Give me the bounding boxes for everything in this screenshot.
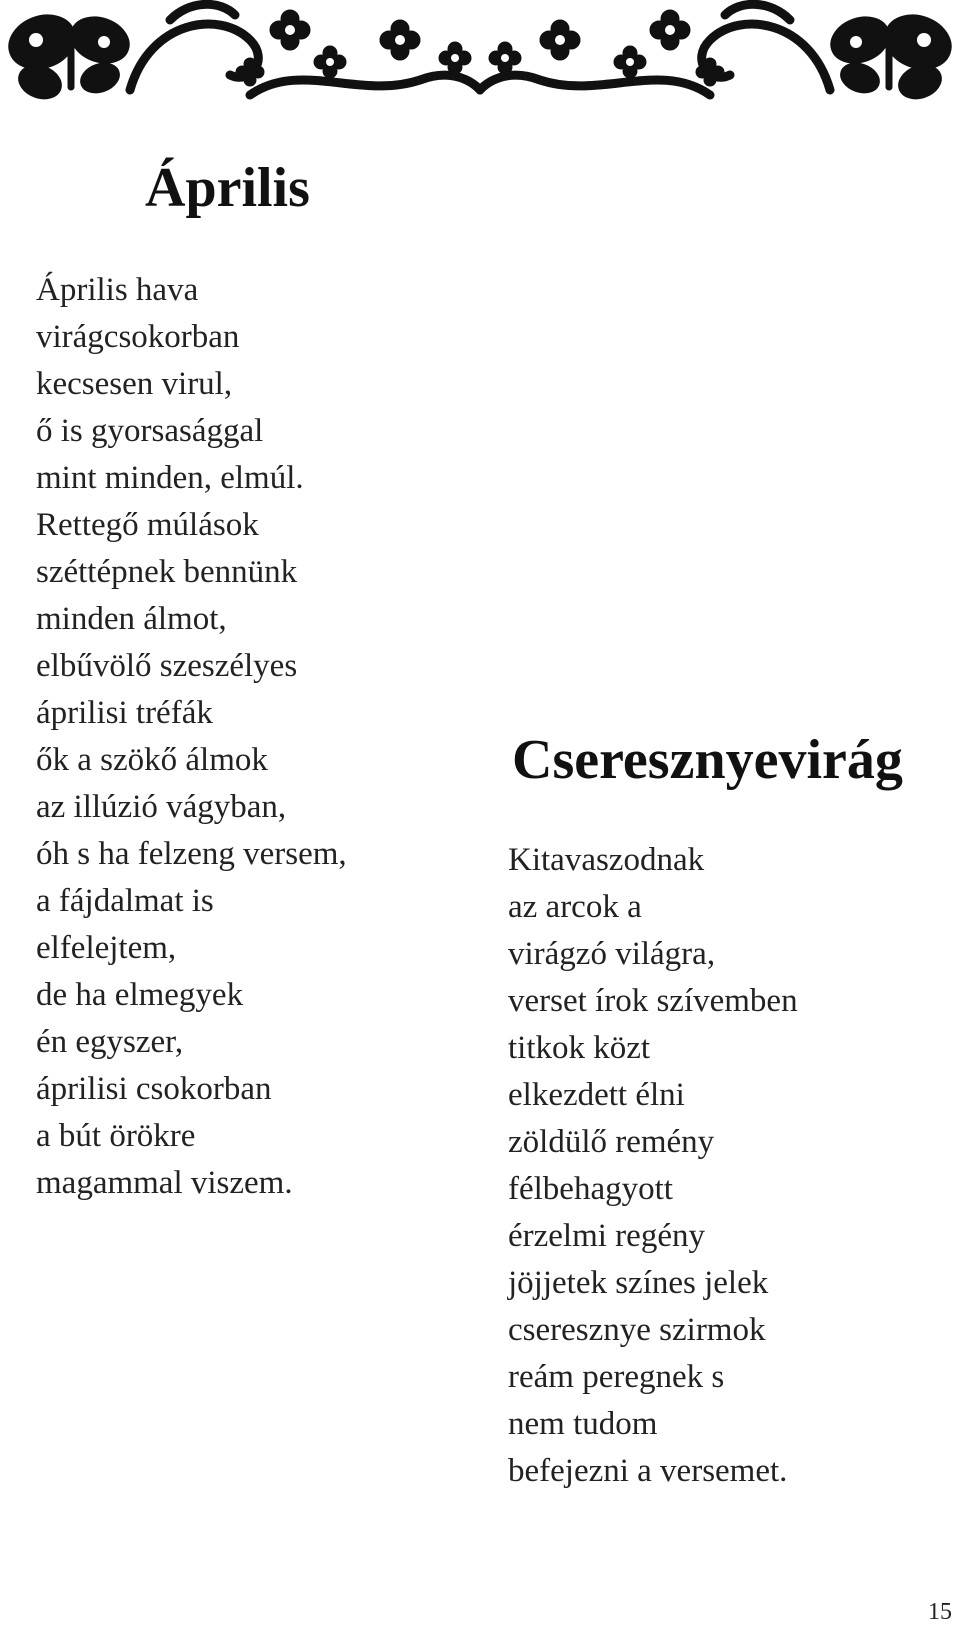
poem-line: nem tudom	[508, 1406, 658, 1442]
flower-icons	[236, 10, 724, 86]
poem-title-aprilis: Április	[145, 157, 310, 219]
poem-line: Kitavaszodnak	[508, 842, 705, 878]
swirl-vines	[130, 4, 830, 95]
poem-line: ők a szökő álmok	[36, 742, 268, 778]
poem-line: virágzó világra,	[508, 936, 716, 972]
poem-line: az illúzió vágyban,	[36, 789, 287, 825]
poem-line: kecsesen virul,	[36, 366, 233, 402]
poem-line: befejezni a versemet.	[508, 1453, 788, 1489]
poem-line: félbehagyott	[508, 1171, 673, 1207]
poem-line: Április hava	[36, 272, 199, 308]
poem-line: zöldülő remény	[508, 1124, 715, 1160]
poem-line: széttépnek bennünk	[36, 554, 298, 590]
poem-line: Rettegő múlások	[36, 507, 259, 543]
poem-line: verset írok szívemben	[508, 983, 798, 1019]
poem-line: mint minden, elmúl.	[36, 460, 304, 496]
poem-line: én egyszer,	[36, 1024, 184, 1060]
poem-line: magammal viszem.	[36, 1165, 293, 1201]
poem-line: a fájdalmat is	[36, 883, 214, 919]
poem-line: minden álmot,	[36, 601, 227, 637]
poem-title-cseresznyevirag: Cseresznyevirág	[512, 729, 903, 791]
poem-line: elbűvölő szeszélyes	[36, 648, 298, 684]
poem-line: cseresznye szirmok	[508, 1312, 766, 1348]
poem-line: érzelmi regény	[508, 1218, 705, 1254]
poem-line: elkezdett élni	[508, 1077, 685, 1113]
poem-line: de ha elmegyek	[36, 977, 244, 1013]
butterfly-right-icon	[824, 6, 959, 105]
poem-cseresznyevirag-stanza	[508, 837, 948, 1495]
poem-line: virágcsokorban	[36, 319, 240, 355]
butterfly-left-icon	[1, 6, 136, 105]
poem-line: az arcok a	[508, 889, 642, 925]
poem-line: reám peregnek s	[508, 1359, 725, 1395]
poem-line: áprilisi csokorban	[36, 1071, 272, 1107]
poem-line: elfelejtem,	[36, 930, 177, 966]
poem-line: titkok közt	[508, 1030, 651, 1066]
page-number: 15	[928, 1599, 952, 1625]
poem-aprilis-stanza	[36, 267, 456, 1207]
poem-line: ő is gyorsasággal	[36, 413, 264, 449]
poem-line: óh s ha felzeng versem,	[36, 836, 347, 872]
floral-border-ornament	[0, 0, 960, 110]
poem-line: a bút örökre	[36, 1118, 196, 1154]
poem-line: áprilisi tréfák	[36, 695, 213, 731]
poem-line: jöjjetek színes jelek	[508, 1265, 769, 1301]
